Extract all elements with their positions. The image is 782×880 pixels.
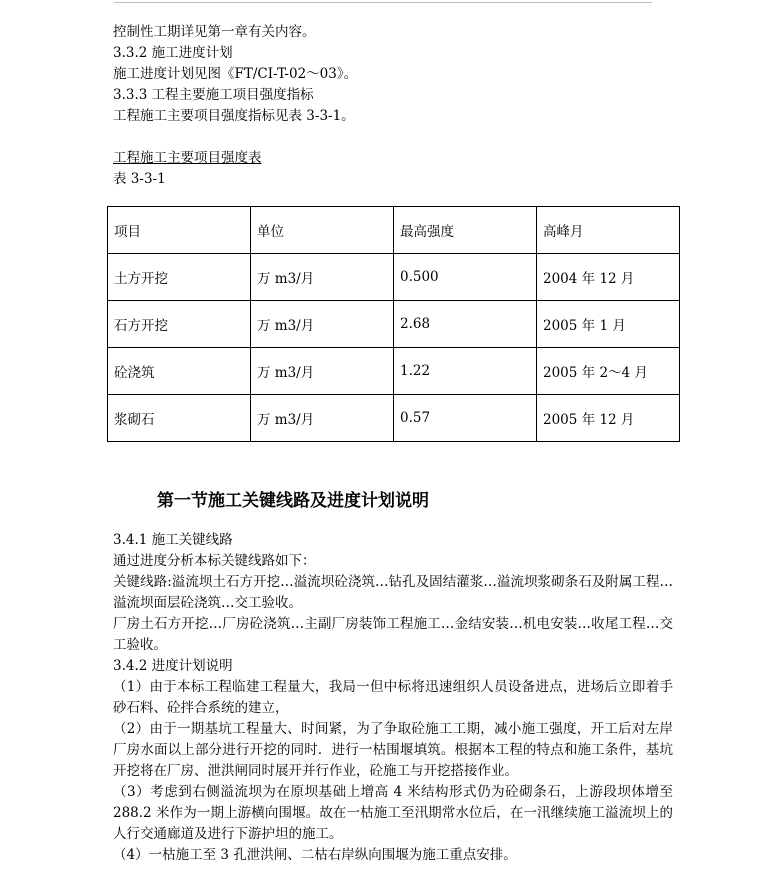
table-cell: 2.68: [394, 301, 537, 348]
table-cell: 万 m3/月: [251, 395, 394, 442]
critical-path-2: 厂房土石方开挖…厂房砼浇筑…主副厂房装饰工程施工…金结安装…机电安装…收尾工程…交工验收。: [113, 616, 673, 653]
table-header-cell: 项目: [108, 207, 251, 254]
table-row: [108, 301, 680, 348]
section-3-4-1-heading: 3.4.1 施工关键线路: [113, 532, 233, 548]
intensity-table: [107, 206, 680, 442]
table-cell: 2005 年 12 月: [537, 395, 680, 442]
table-title: 工程施工主要项目强度表: [113, 150, 262, 166]
table-cell: 石方开挖: [108, 301, 251, 348]
table-cell: 2005 年 2～4 月: [537, 348, 680, 395]
table-cell: 万 m3/月: [251, 301, 394, 348]
table-cell: 0.500: [394, 254, 537, 301]
table-cell: 砼浇筑: [108, 348, 251, 395]
table-header-cell: 高峰月: [537, 207, 680, 254]
section-3-3-2-heading: 3.3.2 施工进度计划: [113, 45, 233, 61]
table-cell: 2004 年 12 月: [537, 254, 680, 301]
section-3-4-2-heading: 3.4.2 进度计划说明: [113, 658, 233, 674]
table-row: [108, 348, 680, 395]
paragraph-item: （2）由于一期基坑工程量大、时间紧，为了争取砼施工工期，减小施工强度，开工后对左岸厂房水面以上部分进行开挖的同时．进行一枯围堰填筑。根据本工程的特点和施工条件，基坑开挖将在厂房、泄洪闸同时展开并行作业，砼施工与开挖搭接作业。: [113, 721, 673, 779]
text-line: 通过进度分析本标关键线路如下：: [113, 553, 316, 569]
table-header-row: [108, 207, 680, 254]
text-line: 施工进度计划见图《FT/CI-T-02～03》。: [113, 66, 358, 82]
paragraph-item: （1）由于本标工程临建工程量大，我局一但中标将迅速组织人员设备进点，进场后立即着手砂石料、砼拌合系统的建立，: [113, 679, 673, 716]
table-cell: 土方开挖: [108, 254, 251, 301]
paragraph-item: （3）考虑到右侧溢流坝为在原坝基础上增高 4 米结构形式仍为砼砌条石，上游段坝体增至 288.2 米作为一期上游横向围堰。故在一枯施工至汛期常水位后，在一汛继续施工溢流坝上的人行交通廊道及进行下游护坦的施工。: [113, 784, 673, 842]
table-cell: 0.57: [394, 395, 537, 442]
critical-path-1: 关键线路:溢流坝土石方开挖…溢流坝砼浇筑…钻孔及固结灌浆…溢流坝浆砌条石及附属工程…溢流坝面层砼浇筑…交工验收。: [113, 574, 673, 611]
table-cell: 万 m3/月: [251, 254, 394, 301]
section-heading: 第一节施工关键线路及进度计划说明: [157, 491, 429, 511]
paragraph-item: （4）一枯施工至 3 孔泄洪闸、二枯右岸纵向围堰为施工重点安排。: [113, 847, 517, 863]
table-row: [108, 254, 680, 301]
text-line: 工程施工主要项目强度指标见表 3-3-1。: [113, 108, 355, 124]
table-header-cell: 单位: [251, 207, 394, 254]
section-3-3-3-heading: 3.3.3 工程主要施工项目强度指标: [113, 87, 314, 103]
document-body: [113, 22, 683, 866]
table-cell: 1.22: [394, 348, 537, 395]
table-row: [108, 395, 680, 442]
table-cell: 2005 年 1 月: [537, 301, 680, 348]
table-number: 表 3-3-1: [113, 171, 166, 187]
text-line: 控制性工期详见第一章有关内容。: [113, 24, 316, 40]
table-cell: 浆砌石: [108, 395, 251, 442]
table-cell: 万 m3/月: [251, 348, 394, 395]
table-header-cell: 最高强度: [394, 207, 537, 254]
header-rule: [114, 2, 652, 3]
